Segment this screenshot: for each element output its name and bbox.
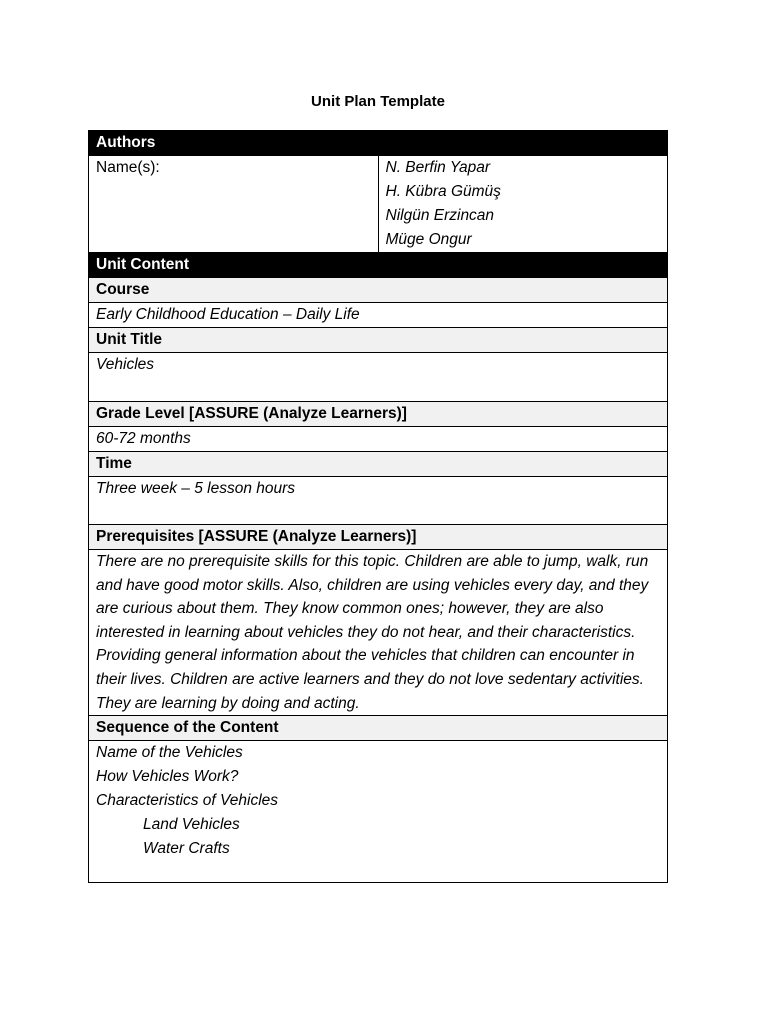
unit-content-section-header <box>89 253 668 278</box>
grade-label-row <box>89 402 668 427</box>
sequence-label-row <box>89 716 668 741</box>
authors-section-header <box>89 131 668 156</box>
prereq-label-row <box>89 525 668 550</box>
sequence-value-row <box>89 741 668 883</box>
author-name: N. Berfin Yapar <box>385 159 491 176</box>
page-title: Unit Plan Template <box>311 93 445 110</box>
unit-plan-table <box>88 130 668 883</box>
time-value-row <box>89 477 668 525</box>
prereq-label: Prerequisites [ASSURE (Analyze Learners)] <box>89 525 668 550</box>
course-label-row <box>89 278 668 303</box>
course-label: Course <box>89 278 668 303</box>
names-list <box>378 156 668 253</box>
author-name: Nilgün Erzincan <box>385 207 495 224</box>
course-value-row <box>89 303 668 328</box>
unit-content-header: Unit Content <box>89 253 668 278</box>
time-value: Three week – 5 lesson hours <box>89 477 668 525</box>
grade-value-row <box>89 427 668 452</box>
sequence-list <box>89 741 668 883</box>
course-value: Early Childhood Education – Daily Life <box>89 303 668 328</box>
unit-title-label-row <box>89 328 668 353</box>
prereq-value-row <box>89 550 668 716</box>
names-label: Name(s): <box>89 156 379 253</box>
grade-label: Grade Level [ASSURE (Analyze Learners)] <box>89 402 668 427</box>
unit-title-value-row <box>89 353 668 402</box>
prereq-value: There are no prerequisite skills for this topic. Children are able to jump, walk, run and have good motor skills. Also, children are using vehicles every day, and they are curious about them. They know common ones; however, they are also interested in learning about vehicles they do not hear, and their characteristics. Providing general information about the vehicles that children can encounter in their lives. Children are active learners and they do not love sedentary activities. They are learning by doing and acting. <box>89 550 668 716</box>
grade-value: 60-72 months <box>89 427 668 452</box>
sequence-item: How Vehicles Work? <box>96 768 239 786</box>
authors-names-row <box>89 156 668 253</box>
authors-header: Authors <box>89 131 668 156</box>
sequence-item: Name of the Vehicles <box>96 744 243 762</box>
unit-title-label: Unit Title <box>89 328 668 353</box>
unit-title-value: Vehicles <box>89 353 668 402</box>
author-name: Müge Ongur <box>385 231 472 248</box>
time-label: Time <box>89 452 668 477</box>
sequence-item: Characteristics of Vehicles <box>96 792 279 810</box>
time-label-row <box>89 452 668 477</box>
sequence-subitem: Water Crafts <box>143 840 230 858</box>
sequence-subitem: Land Vehicles <box>143 816 240 834</box>
author-name: H. Kübra Gümüş <box>385 183 501 200</box>
sequence-label: Sequence of the Content <box>89 716 668 741</box>
